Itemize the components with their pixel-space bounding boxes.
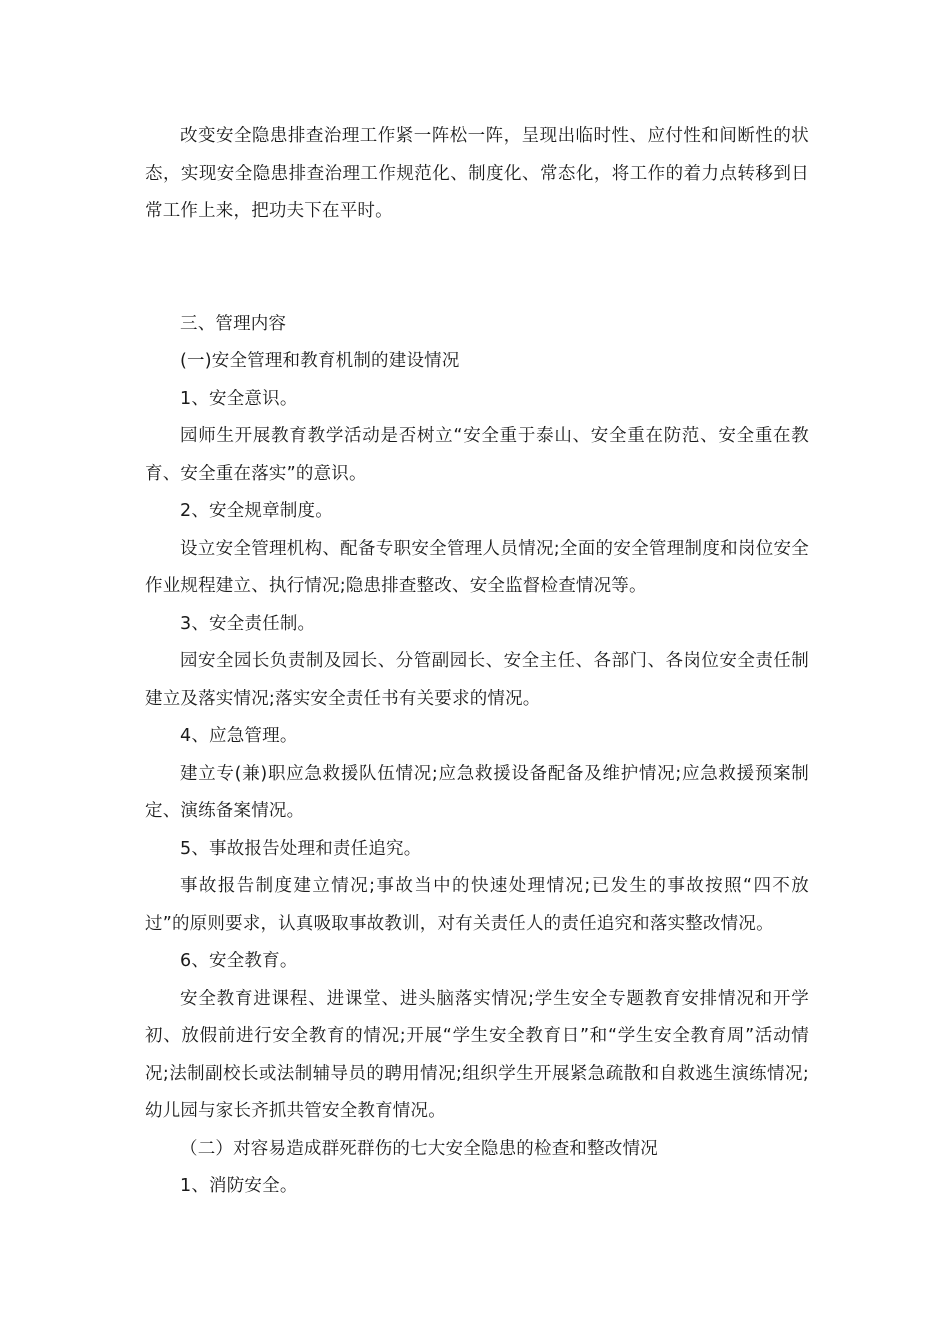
item-body: 设立安全管理机构、配备专职安全管理人员情况;全面的安全管理制度和岗位安全作业规程建立、执行情况;隐患排查整改、安全监督检查情况等。 bbox=[145, 538, 809, 596]
document-body bbox=[145, 118, 809, 1206]
item-body: 园安全园长负责制及园长、分管副园长、安全主任、各部门、各岗位安全责任制建立及落实情况;落实安全责任书有关要求的情况。 bbox=[145, 651, 809, 709]
subsection-heading: (一)安全管理和教育机制的建设情况 bbox=[180, 351, 460, 371]
item-title: 3、安全责任制。 bbox=[180, 613, 316, 634]
item-title: 2、安全规章制度。 bbox=[180, 501, 333, 521]
item-body: 事故报告制度建立情况;事故当中的快速处理情况;已发生的事故按照“四不放过”的原则要求，认真吸取事故教训，对有关责任人的责任追究和落实整改情况。 bbox=[145, 876, 809, 934]
item-title: 1、消防安全。 bbox=[180, 1176, 298, 1196]
item-title: 6、安全教育。 bbox=[180, 951, 298, 971]
section-heading: 三、管理内容 bbox=[180, 313, 287, 334]
intro-paragraph: 改变安全隐患排查治理工作紧一阵松一阵，呈现出临时性、应付性和间断性的状态，实现安全隐患排查治理工作规范化、制度化、常态化，将工作的着力点转移到日常工作上来，把功夫下在平时。 bbox=[145, 126, 809, 221]
item-body: 建立专(兼)职应急救援队伍情况;应急救援设备配备及维护情况;应急救援预案制定、演练备案情况。 bbox=[145, 763, 809, 821]
subsection-heading: （二）对容易造成群死群伤的七大安全隐患的检查和整改情况 bbox=[180, 1138, 658, 1159]
item-body: 安全教育进课程、进课堂、进头脑落实情况;学生安全专题教育安排情况和开学初、放假前进行安全教育的情况;开展“学生安全教育日”和“学生安全教育周”活动情况;法制副校长或法制辅导员的聘用情况;组织学生开展紧急疏散和自救逃生演练情况;幼儿园与家长齐抓共管安全教育情况。 bbox=[145, 988, 809, 1121]
item-title: 1、安全意识。 bbox=[180, 388, 298, 409]
section-spacer bbox=[145, 231, 809, 306]
item-body: 园师生开展教育教学活动是否树立“安全重于泰山、安全重在防范、安全重在教育、安全重在落实”的意识。 bbox=[145, 426, 809, 484]
item-title: 4、应急管理。 bbox=[180, 726, 298, 746]
item-title: 5、事故报告处理和责任追究。 bbox=[180, 838, 422, 859]
